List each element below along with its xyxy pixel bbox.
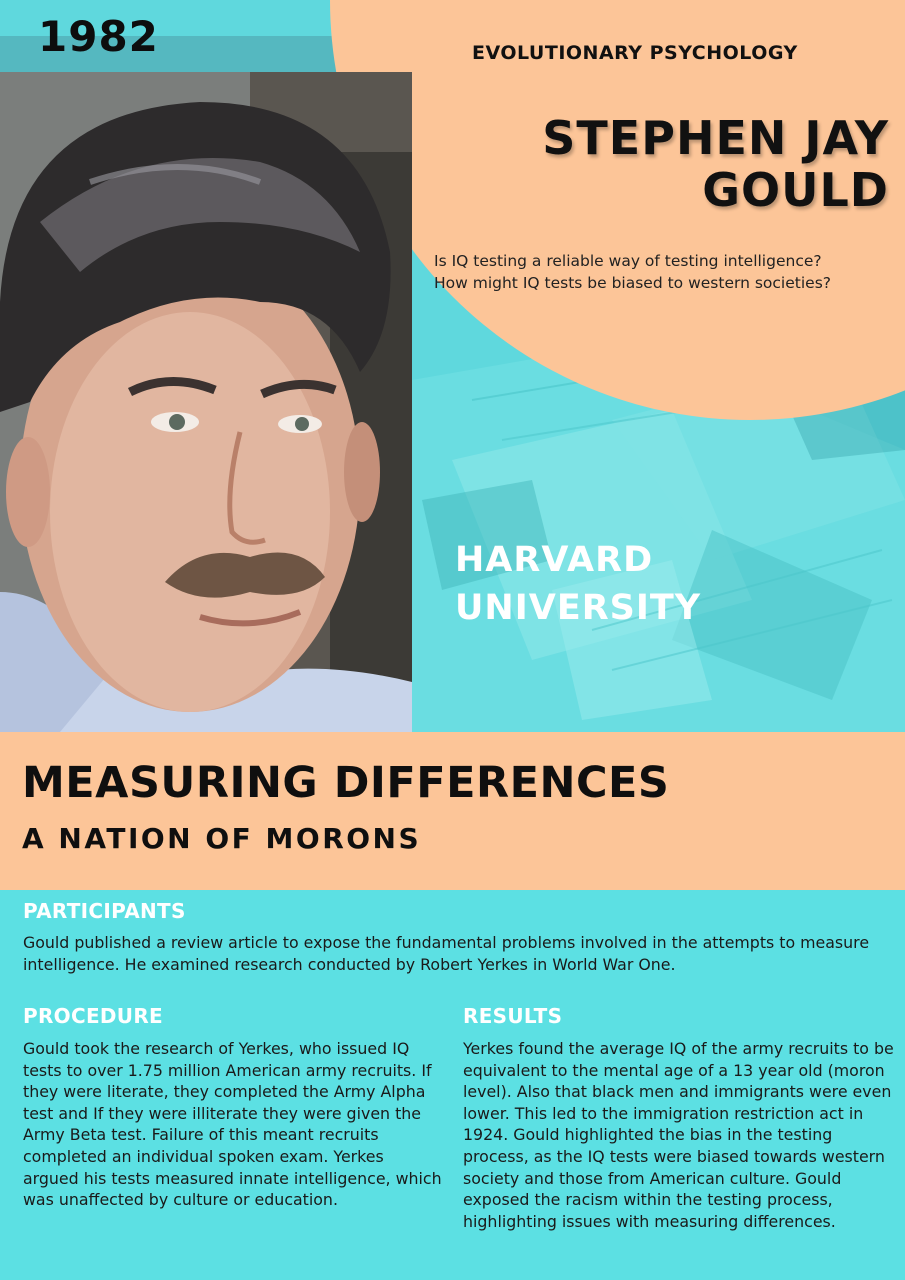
key-question: Is IQ testing a reliable way of testing intelligence? How might IQ tests be biased to western societies? xyxy=(434,252,831,292)
results-heading: RESULTS xyxy=(463,1004,563,1028)
portrait-photo xyxy=(0,72,412,732)
portrait-illustration xyxy=(0,72,412,732)
results-text: Yerkes found the average IQ of the army recruits to be equivalent to the mental age of a 13 year old (moron level). Also that black men and immigrants were even lower. This led to the immigration restriction act in 1924. Gould highlighted the bias in the testing process, as the IQ tests were biased towards western society and those from American culture. Gould exposed the racism within the testing process, highlighting issues with measuring differences. xyxy=(463,1039,894,1231)
year-label: 1982 xyxy=(38,12,159,61)
institution-label: HARVARD UNIVERSITY xyxy=(455,540,702,628)
procedure-text: Gould took the research of Yerkes, who issued IQ tests to over 1.75 million American army recruits. If they were literate, they completed the Army Alpha test and If they were illiterate they were given the Army Beta test. Failure of this meant recruits completed an individual spoken exam. Yerkes argued his tests measured innate intelligence, which was unaffected by culture or education. xyxy=(23,1039,442,1210)
participants-text: Gould published a review article to expose the fundamental problems involved in the attempts to measure intelligence. He examined research conducted by Robert Yerkes in World War One. xyxy=(23,933,870,974)
title-band xyxy=(0,732,905,890)
procedure-heading: PROCEDURE xyxy=(23,1004,164,1028)
study-title: MEASURING DIFFERENCES xyxy=(22,758,670,808)
person-name: STEPHEN JAY GOULD xyxy=(542,111,889,217)
study-subtitle: A NATION OF MORONS xyxy=(22,822,422,855)
participants-heading: PARTICIPANTS xyxy=(23,899,186,923)
category-label: EVOLUTIONARY PSYCHOLOGY xyxy=(472,42,798,64)
